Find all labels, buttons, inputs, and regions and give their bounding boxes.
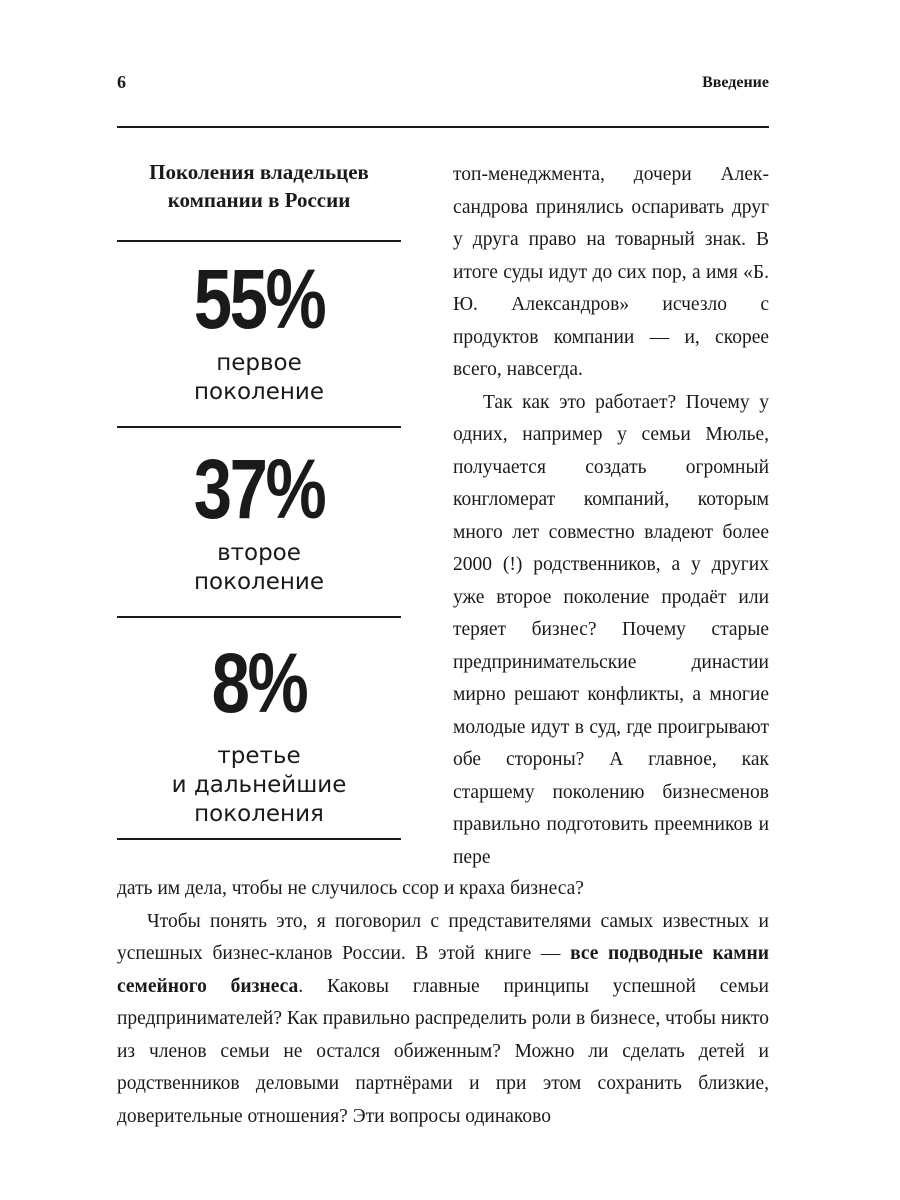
stats-sidebar bbox=[117, 158, 401, 840]
sidebar-divider bbox=[117, 838, 401, 840]
stat-value: 8% bbox=[211, 636, 307, 730]
paragraph: Так как это работает? Почему у одних, например у семьи Мюлье, получается создать огромный конгломерат компаний, которым много лет совместно владеют более 2000 (!) родственников, а у других уже второе поколение продаёт или теряет бизнес? Почему старые предпринимательские династии мирно решают конфликты, а многие молодые идут в суд, где проигрывают обе стороны? А главное, как старшему поколению бизнесменов правильно подготовить преемников и пере bbox=[453, 391, 769, 868]
stat-label: третье и дальнейшие поколения bbox=[171, 743, 347, 827]
page-header bbox=[117, 72, 769, 102]
sidebar-title: Поколения владельцев компании в России bbox=[149, 160, 369, 212]
stat-first-generation bbox=[117, 242, 401, 426]
paragraph bbox=[117, 906, 769, 1134]
right-column-text bbox=[453, 159, 769, 874]
text-run: . Каковы главные принципы успешной семьи предпринимателей? Как правильно распределить роли в бизнесе, чтобы никто из членов семьи не остался обиженным? Можно ли сделать детей и родственников деловыми партнёрами и при этом сохранить близкие, доверительные отношения? Эти вопросы одинаково bbox=[117, 975, 769, 1127]
stat-third-generation bbox=[117, 618, 401, 838]
stat-value: 55% bbox=[193, 252, 325, 346]
text-run: Чтобы понять это, я поговорил с представителями самых известных и успешных бизнес-кланов России. В этой книге — bbox=[117, 910, 769, 964]
stat-second-generation bbox=[117, 428, 401, 616]
running-head: Введение bbox=[702, 74, 769, 91]
stat-label: второе поколение bbox=[193, 540, 325, 595]
paragraph-continuation: дать им дела, чтобы не случилось ссор и краха бизнеса? bbox=[117, 878, 584, 899]
stat-value: 37% bbox=[193, 442, 325, 536]
paragraph: топ-менеджмента, дочери Александрова принялись оспаривать друг у друга право на товарный знак. В итоге суды идут до сих пор, а имя «Б. Ю. Александров» исчезло с продуктов компании — и, скорее всего, навсегда. bbox=[453, 164, 769, 380]
bold-emphasis: все подводные камни семейного бизнеса bbox=[117, 943, 769, 997]
header-rule bbox=[117, 126, 769, 128]
stat-label: первое поколение bbox=[193, 350, 325, 405]
full-width-text bbox=[117, 873, 769, 1133]
page-number: 6 bbox=[117, 72, 126, 92]
